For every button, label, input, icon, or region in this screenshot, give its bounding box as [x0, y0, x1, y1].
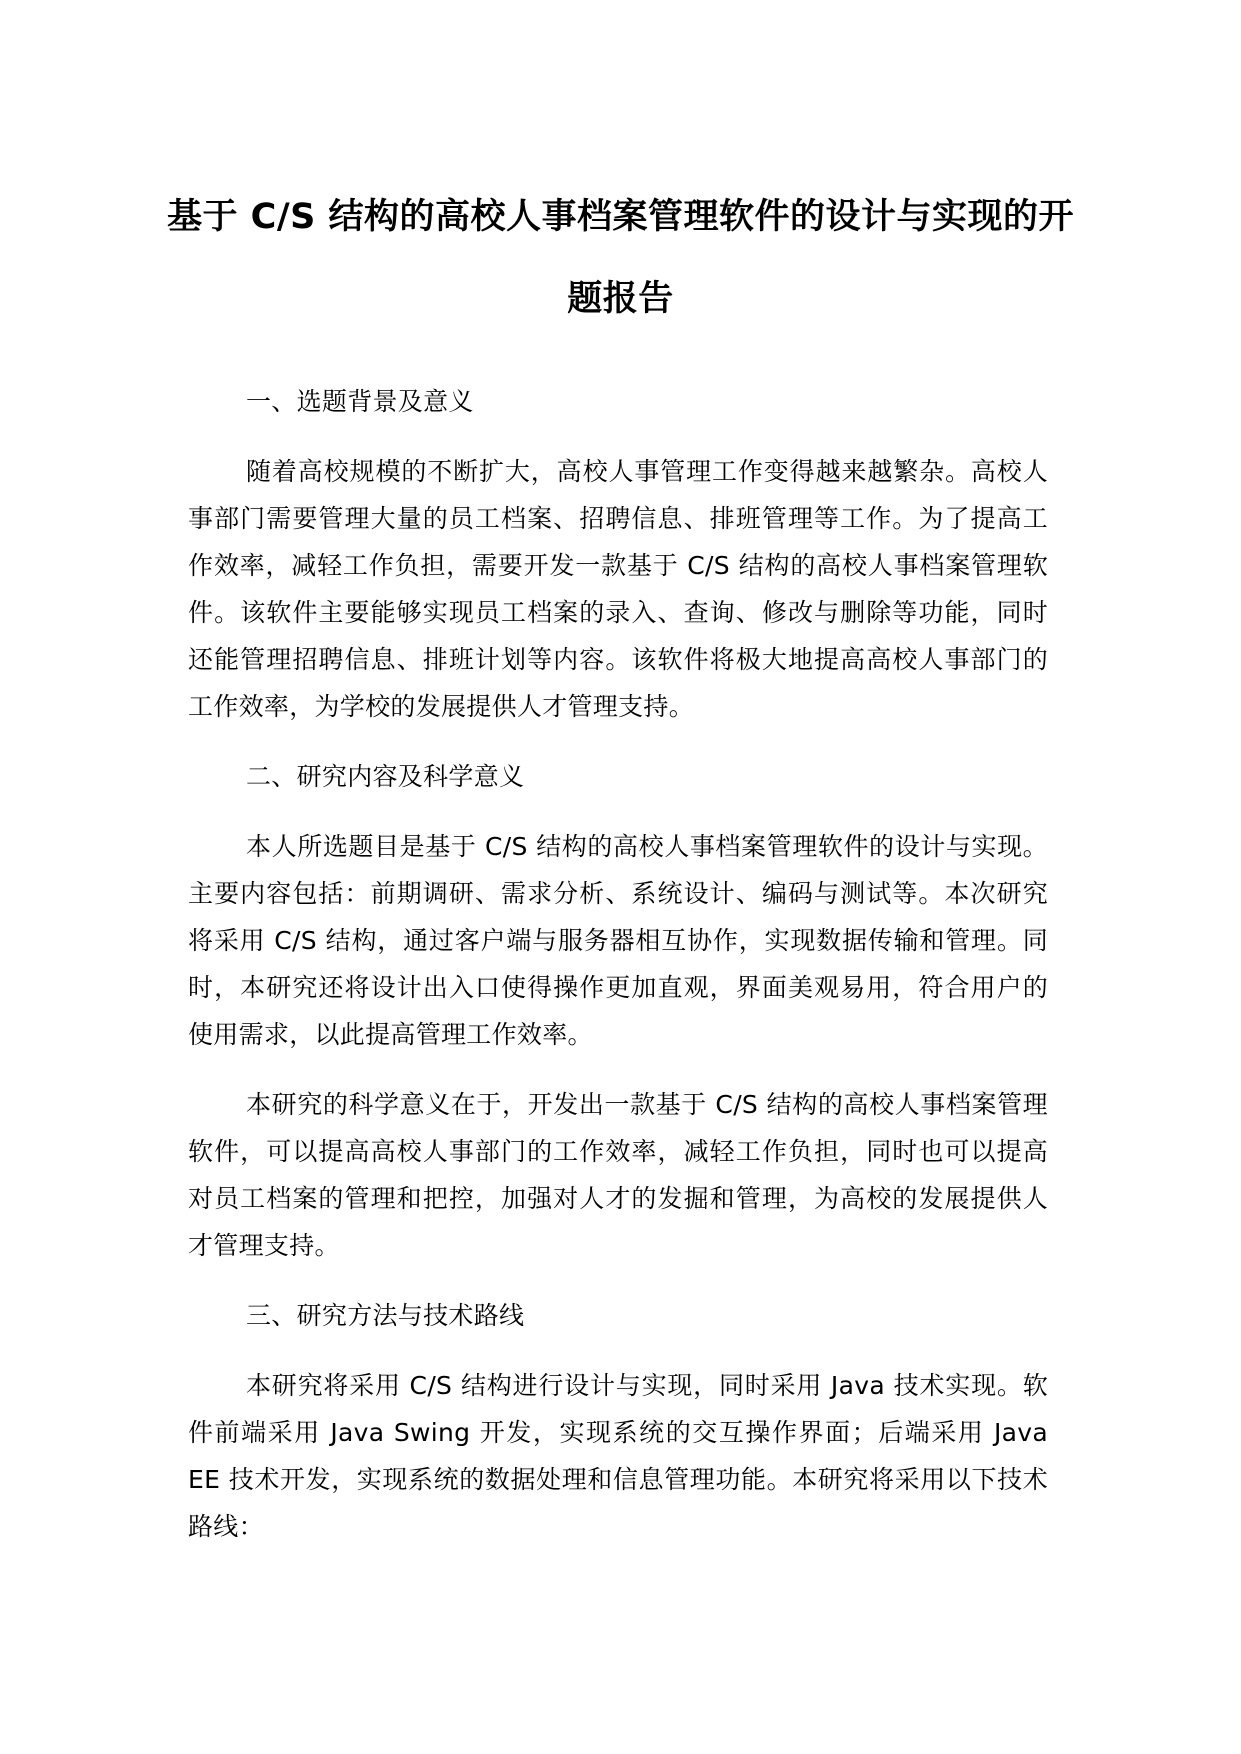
section-heading-methods: 三、研究方法与技术路线	[246, 1301, 525, 1330]
document-body	[188, 378, 1048, 1573]
paragraph-methods: 本研究将采用 C/S 结构进行设计与实现，同时采用 Java 技术实现。软件前端采用 Java Swing 开发，实现系统的交互操作界面；后端采用 Java EE 技术开发，实现系统的数据处理和信息管理功能。本研究将采用以下技术路线：	[188, 1371, 1048, 1541]
paragraph-scientific-significance: 本研究的科学意义在于，开发出一款基于 C/S 结构的高校人事档案管理软件，可以提高高校人事部门的工作效率，减轻工作负担，同时也可以提高对员工档案的管理和把控，加强对人才的发掘和管理，为高校的发展提供人才管理支持。	[188, 1090, 1048, 1260]
paragraph-research-content: 本人所选题目是基于 C/S 结构的高校人事档案管理软件的设计与实现。主要内容包括：前期调研、需求分析、系统设计、编码与测试等。本次研究将采用 C/S 结构，通过客户端与服务器相互协作，实现数据传输和管理。同时，本研究还将设计出入口使得操作更加直观，界面美观易用，符合用户的使用需求，以此提高管理工作效率。	[188, 832, 1048, 1049]
paragraph-background: 随着高校规模的不断扩大，高校人事管理工作变得越来越繁杂。高校人事部门需要管理大量的员工档案、招聘信息、排班管理等工作。为了提高工作效率，减轻工作负担，需要开发一款基于 C/S 结构的高校人事档案管理软件。该软件主要能够实现员工档案的录入、查询、修改与删除等功能，同时还能管理招聘信息、排班计划等内容。该软件将极大地提高高校人事部门的工作效率，为学校的发展提供人才管理支持。	[188, 457, 1048, 721]
section-heading-background: 一、选题背景及意义	[246, 387, 474, 416]
section-heading-research-content: 二、研究内容及科学意义	[246, 762, 525, 791]
document-title: 基于 C/S 结构的高校人事档案管理软件的设计与实现的开题报告	[166, 197, 1075, 319]
